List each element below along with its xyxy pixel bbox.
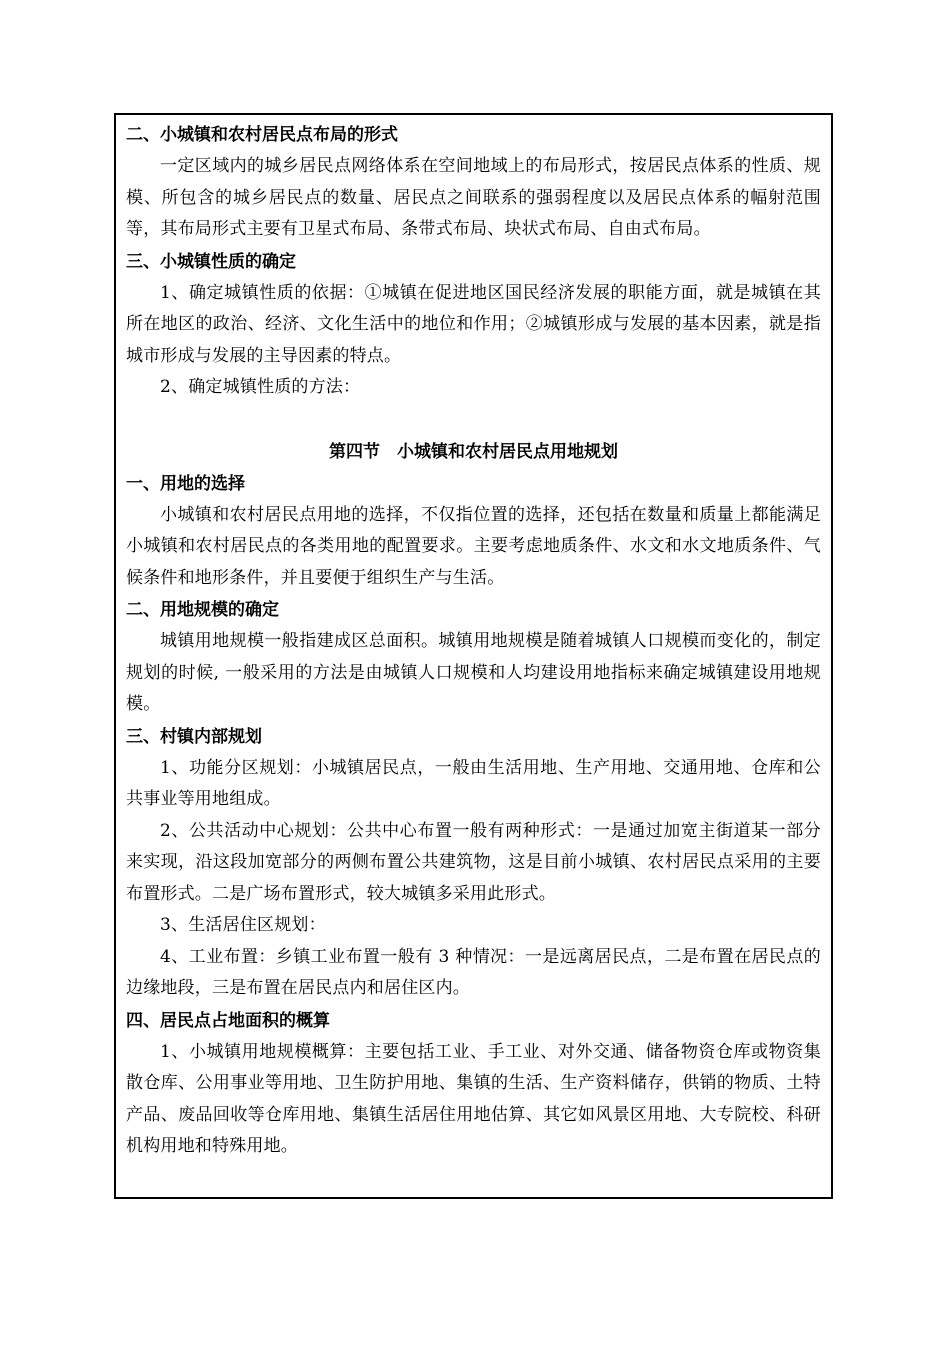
paragraph: 1、确定城镇性质的依据：①城镇在促进地区国民经济发展的职能方面，就是城镇在其所在地区的政治、经济、文化生活中的地位和作用；②城镇形成与发展的基本因素，就是指城市形成与发展的主导因素的特点。 xyxy=(126,282,821,366)
section-heading: 四、居民点占地面积的概算 xyxy=(126,1010,330,1031)
section-heading: 三、小城镇性质的确定 xyxy=(126,251,296,272)
paragraph: 2、确定城镇性质的方法： xyxy=(160,377,361,397)
section-heading: 三、村镇内部规划 xyxy=(126,726,262,747)
blank-line xyxy=(126,404,821,436)
section-heading: 一、用地的选择 xyxy=(126,473,245,494)
paragraph: 一定区域内的城乡居民点网络体系在空间地域上的布局形式，按居民点体系的性质、规模、所包含的城乡居民点的数量、居民点之间联系的强弱程度以及居民点体系的幅射范围等，其布局形式主要有卫星式布局、条带式布局、块状式布局、自由式布局。 xyxy=(126,156,821,239)
paragraph: 3、生活居住区规划： xyxy=(160,915,326,935)
document-frame xyxy=(114,113,833,1199)
paragraph: 小城镇和农村居民点用地的选择，不仅指位置的选择，还包括在数量和质量上都能满足小城镇和农村居民点的各类用地的配置要求。主要考虑地质条件、水文和水文地质条件、气候条件和地形条件，并且要便于组织生产与生活。 xyxy=(126,504,821,588)
section-heading: 二、小城镇和农村居民点布局的形式 xyxy=(126,125,398,145)
paragraph: 1、小城镇用地规模概算：主要包括工业、手工业、对外交通、储备物资仓库或物资集散仓库、公用事业等用地、卫生防护用地、集镇的生活、生产资料储存，供销的物质、土特产品、废品回收等仓库用地、集镇生活居住用地估算、其它如风景区用地、大专院校、科研机构用地和特殊用地。 xyxy=(126,1041,821,1156)
paragraph: 2、公共活动中心规划：公共中心布置一般有两种形式：一是通过加宽主街道某一部分来实现，沿这段加宽部分的两侧布置公共建筑物，这是目前小城镇、农村居民点采用的主要布置形式。二是广场布置形式，较大城镇多采用此形式。 xyxy=(126,820,821,904)
paragraph: 1、功能分区规划：小城镇居民点，一般由生活用地、生产用地、交通用地、仓库和公共事业等用地组成。 xyxy=(126,757,821,809)
section-heading: 二、用地规模的确定 xyxy=(126,600,279,620)
chapter-title: 第四节 小城镇和农村居民点用地规划 xyxy=(329,441,618,462)
paragraph: 4、工业布置：乡镇工业布置一般有 3 种情况：一是远离居民点，二是布置在居民点的边缘地段，三是布置在居民点内和居住区内。 xyxy=(126,946,821,998)
paragraph: 城镇用地规模一般指建成区总面积。城镇用地规模是随着城镇人口规模而变化的，制定规划的时候, 一般采用的方法是由城镇人口规模和人均建设用地指标来确定城镇建设用地规模。 xyxy=(126,631,821,714)
